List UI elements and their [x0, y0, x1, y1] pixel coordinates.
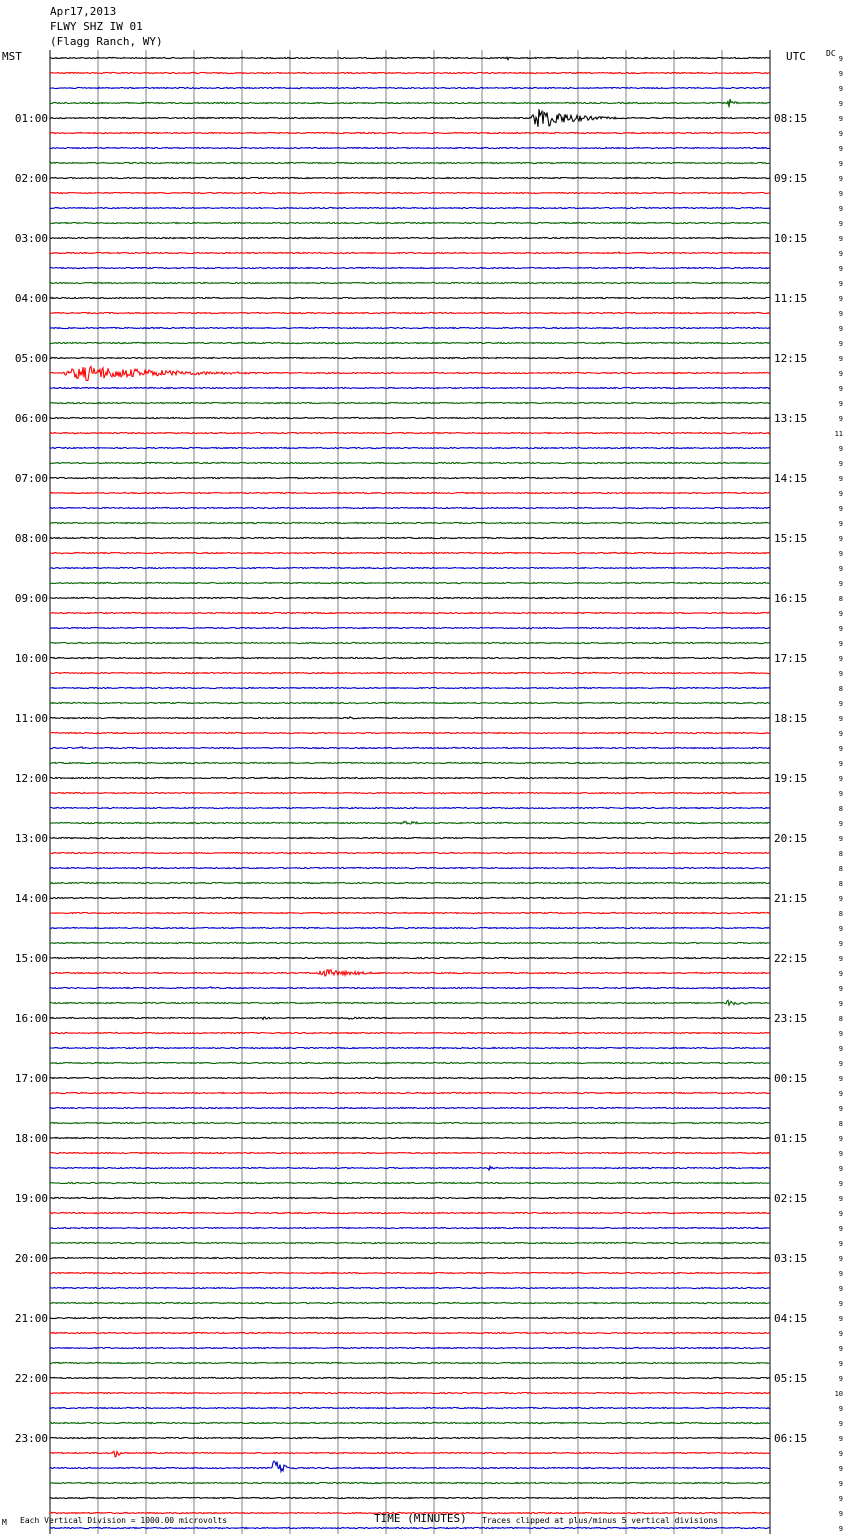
dc-offset-label: 9 [838, 145, 843, 153]
utc-hour-label: 20:15 [774, 832, 808, 845]
dc-offset-label: 9 [838, 835, 843, 843]
mst-hour-label: 02:00 [14, 172, 48, 185]
seismic-trace [50, 1451, 770, 1456]
dc-offset-label: 9 [838, 1345, 843, 1353]
seismic-trace [50, 1212, 770, 1213]
dc-offset-label: 9 [838, 310, 843, 318]
seismic-trace [50, 207, 770, 208]
seismic-trace [50, 357, 770, 358]
seismic-trace [50, 1017, 770, 1019]
dc-offset-label: 9 [838, 640, 843, 648]
dc-offset-label: 8 [838, 805, 843, 813]
seismic-trace [50, 882, 770, 883]
mst-hour-label: 06:00 [14, 412, 48, 425]
utc-hour-label: 05:15 [774, 1372, 808, 1385]
dc-offset-label: 9 [838, 1315, 843, 1323]
mst-hour-label: 03:00 [14, 232, 48, 245]
seismic-trace [50, 942, 770, 943]
seismic-trace [50, 1197, 770, 1198]
seismic-trace [50, 1482, 770, 1483]
seismic-trace [50, 1062, 770, 1063]
dc-offset-label: 9 [838, 1405, 843, 1413]
mst-hour-label: 10:00 [14, 652, 48, 665]
utc-hour-label: 21:15 [774, 892, 808, 905]
dc-offset-label: 9 [838, 1075, 843, 1083]
utc-hour-label: 19:15 [774, 772, 808, 785]
mst-hour-label: 12:00 [14, 772, 48, 785]
mst-hour-label: 23:00 [14, 1432, 48, 1445]
dc-offset-label: 10 [834, 1390, 843, 1398]
mst-hour-label: 04:00 [14, 292, 48, 305]
dc-offset-label: 9 [838, 700, 843, 708]
mst-hour-label: 18:00 [14, 1132, 48, 1145]
mst-hour-label: 09:00 [14, 592, 48, 605]
seismic-trace [50, 1302, 770, 1303]
utc-hour-label: 06:15 [774, 1432, 808, 1445]
seismic-trace [50, 672, 770, 673]
seismic-trace [50, 387, 770, 388]
mst-hour-label: 17:00 [14, 1072, 48, 1085]
utc-hour-label: 15:15 [774, 532, 808, 545]
utc-hour-label: 22:15 [774, 952, 808, 965]
utc-hour-label: 16:15 [774, 592, 808, 605]
scale-note: Each Vertical Division = 1000.00 microvolts [20, 1516, 228, 1525]
utc-hour-label: 01:15 [774, 1132, 808, 1145]
dc-offset-label: 9 [838, 70, 843, 78]
dc-offset-label: 9 [838, 205, 843, 213]
seismic-trace [50, 57, 770, 59]
seismic-trace [50, 897, 770, 898]
seismic-trace [50, 522, 770, 523]
dc-offset-label: 9 [838, 130, 843, 138]
dc-offset-label: 9 [838, 265, 843, 273]
header-date: Apr17,2013 [50, 5, 117, 18]
dc-offset-label: 9 [838, 760, 843, 768]
dc-offset-label: 9 [838, 775, 843, 783]
mst-hour-label: 01:00 [14, 112, 48, 125]
seismic-trace [50, 402, 770, 403]
mst-hour-label: 15:00 [14, 952, 48, 965]
seismic-trace [50, 1107, 770, 1108]
dc-offset-label: 9 [838, 715, 843, 723]
dc-offset-label: 8 [838, 910, 843, 918]
mst-hour-label: 11:00 [14, 712, 48, 725]
left-timezone-label: MST [2, 50, 22, 63]
dc-offset-label: 9 [838, 505, 843, 513]
seismic-trace [50, 957, 770, 958]
dc-offset-label: 9 [838, 175, 843, 183]
dc-offset-label: 9 [838, 970, 843, 978]
dc-offset-label: 8 [838, 865, 843, 873]
seismic-trace [50, 132, 770, 133]
seismic-trace [50, 366, 770, 380]
seismic-trace [50, 821, 770, 824]
header-station: FLWY SHZ IW 01 [50, 20, 143, 33]
seismic-trace [50, 537, 770, 538]
seismic-trace [50, 612, 770, 613]
seismic-trace [50, 792, 770, 793]
dc-offset-label: 9 [838, 1510, 843, 1518]
utc-hour-label: 12:15 [774, 352, 808, 365]
dc-offset-label: 9 [838, 295, 843, 303]
seismic-trace [50, 447, 770, 448]
dc-offset-label: 9 [838, 565, 843, 573]
seismic-trace [50, 1227, 770, 1228]
dc-offset-label: 9 [838, 655, 843, 663]
seismic-trace [50, 99, 770, 107]
dc-offset-label: 9 [838, 1135, 843, 1143]
dc-offset-label: 9 [838, 190, 843, 198]
seismic-trace [50, 327, 770, 328]
dc-offset-label: 9 [838, 1105, 843, 1113]
utc-hour-label: 08:15 [774, 112, 808, 125]
seismic-trace [50, 567, 770, 568]
seismic-trace [50, 1461, 770, 1471]
dc-offset-label: 9 [838, 1060, 843, 1068]
dc-offset-label: 9 [838, 1195, 843, 1203]
seismic-trace [50, 109, 770, 127]
dc-offset-label: 11 [834, 430, 843, 438]
dc-offset-label: 9 [838, 1435, 843, 1443]
dc-offset-label: 9 [838, 940, 843, 948]
dc-offset-label: 9 [838, 115, 843, 123]
dc-offset-label: 9 [838, 955, 843, 963]
seismic-trace [50, 1317, 770, 1318]
dc-offset-label: 9 [838, 85, 843, 93]
dc-offset-label: 9 [838, 370, 843, 378]
utc-hour-label: 02:15 [774, 1192, 808, 1205]
dc-offset-label: 9 [838, 1150, 843, 1158]
dc-offset-label: 9 [838, 385, 843, 393]
seismic-trace [50, 1182, 770, 1183]
seismic-trace [50, 1242, 770, 1243]
utc-hour-label: 03:15 [774, 1252, 808, 1265]
dc-offset-label: 9 [838, 1480, 843, 1488]
utc-hour-label: 04:15 [774, 1312, 808, 1325]
dc-offset-label: 9 [838, 550, 843, 558]
dc-offset-label: 9 [838, 670, 843, 678]
seismic-trace [50, 1407, 770, 1408]
seismic-trace [50, 1122, 770, 1123]
utc-hour-label: 10:15 [774, 232, 808, 245]
seismic-trace [50, 777, 770, 778]
dc-offset-label: 9 [838, 325, 843, 333]
seismic-trace [50, 702, 770, 703]
dc-offset-label: 9 [838, 1180, 843, 1188]
dc-offset-label: 9 [838, 895, 843, 903]
dc-offset-label: 9 [838, 250, 843, 258]
seismic-trace [50, 807, 770, 808]
seismic-trace [50, 72, 770, 73]
seismic-trace [50, 432, 770, 433]
dc-offset-label: 9 [838, 100, 843, 108]
dc-offset-label: 9 [838, 625, 843, 633]
x-axis-title: TIME (MINUTES) [374, 1512, 467, 1525]
seismic-trace [50, 597, 770, 598]
dc-offset-label: 9 [838, 1270, 843, 1278]
seismic-trace [50, 492, 770, 493]
right-timezone-label: UTC [786, 50, 806, 63]
dc-offset-label: 9 [838, 1225, 843, 1233]
seismic-trace [50, 627, 770, 629]
seismic-trace [50, 1166, 770, 1170]
dc-offset-label: 9 [838, 520, 843, 528]
dc-offset-label: 9 [838, 1420, 843, 1428]
seismic-trace [50, 1137, 770, 1138]
mst-hour-label: 22:00 [14, 1372, 48, 1385]
seismic-trace [50, 297, 770, 298]
dc-offset-label: 9 [838, 745, 843, 753]
seismic-trace [50, 1392, 770, 1393]
seismic-trace [50, 1332, 770, 1333]
dc-offset-label: 9 [838, 55, 843, 63]
dc-offset-label: 9 [838, 415, 843, 423]
seismic-trace [50, 852, 770, 853]
dc-offset-label: 9 [838, 1450, 843, 1458]
corner-mark: M [2, 1518, 7, 1527]
utc-hour-label: 13:15 [774, 412, 808, 425]
seismic-trace [50, 1347, 770, 1348]
dc-offset-label: 9 [838, 1525, 843, 1533]
dc-offset-label: 9 [838, 355, 843, 363]
seismic-trace [50, 1527, 770, 1528]
dc-label: DC [826, 49, 836, 58]
seismic-trace [50, 267, 770, 268]
dc-offset-label: 9 [838, 1285, 843, 1293]
seismic-trace [50, 1047, 770, 1048]
seismic-trace [50, 717, 770, 719]
seismic-trace [50, 1257, 770, 1258]
dc-offset-label: 9 [838, 1210, 843, 1218]
seismic-trace [50, 342, 770, 343]
seismic-trace [50, 912, 770, 913]
dc-offset-label: 9 [838, 1165, 843, 1173]
seismic-trace [50, 1272, 770, 1273]
seismic-trace [50, 1287, 770, 1288]
dc-offset-label: 9 [838, 730, 843, 738]
seismic-trace [50, 1152, 770, 1153]
dc-offset-label: 8 [838, 595, 843, 603]
seismic-trace [50, 582, 770, 583]
seismic-trace [50, 477, 770, 478]
seismic-trace [50, 837, 770, 838]
dc-offset-label: 9 [838, 820, 843, 828]
seismic-trace [50, 87, 770, 88]
dc-offset-label: 9 [838, 445, 843, 453]
seismic-trace [50, 147, 770, 148]
seismic-trace [50, 642, 770, 643]
dc-offset-label: 8 [838, 1120, 843, 1128]
dc-offset-label: 9 [838, 790, 843, 798]
mst-hour-label: 19:00 [14, 1192, 48, 1205]
dc-offset-label: 9 [838, 610, 843, 618]
dc-offset-label: 9 [838, 1330, 843, 1338]
header-location: (Flagg Ranch, WY) [50, 35, 163, 48]
seismic-trace [50, 237, 770, 238]
utc-hour-label: 18:15 [774, 712, 808, 725]
seismic-trace [50, 192, 770, 193]
dc-offset-label: 9 [838, 1030, 843, 1038]
seismic-trace [50, 970, 770, 976]
mst-hour-label: 13:00 [14, 832, 48, 845]
clip-note: Traces clipped at plus/minus 5 vertical divisions [482, 1516, 719, 1525]
seismic-trace [50, 657, 770, 658]
seismic-trace [50, 282, 770, 283]
mst-hour-label: 08:00 [14, 532, 48, 545]
dc-offset-label: 8 [838, 850, 843, 858]
dc-offset-label: 9 [838, 580, 843, 588]
dc-offset-label: 9 [838, 1300, 843, 1308]
dc-offset-label: 9 [838, 1045, 843, 1053]
dc-offset-label: 9 [838, 1495, 843, 1503]
seismic-trace [50, 1092, 770, 1093]
mst-hour-label: 21:00 [14, 1312, 48, 1325]
dc-offset-label: 9 [838, 340, 843, 348]
seismic-trace [50, 732, 770, 733]
seismic-trace [50, 1437, 770, 1438]
seismic-trace [50, 417, 770, 418]
utc-hour-label: 09:15 [774, 172, 808, 185]
seismic-trace [50, 927, 770, 928]
seismic-trace [50, 687, 770, 688]
seismic-trace [50, 747, 770, 749]
utc-hour-label: 11:15 [774, 292, 808, 305]
seismic-trace [50, 762, 770, 763]
dc-offset-label: 9 [838, 1240, 843, 1248]
seismic-trace [50, 1077, 770, 1078]
utc-hour-label: 00:15 [774, 1072, 808, 1085]
utc-hour-label: 17:15 [774, 652, 808, 665]
dc-offset-label: 9 [838, 925, 843, 933]
dc-offset-label: 9 [838, 1000, 843, 1008]
utc-hour-label: 14:15 [774, 472, 808, 485]
dc-offset-label: 9 [838, 1360, 843, 1368]
seismic-trace [50, 1362, 770, 1363]
dc-offset-label: 9 [838, 280, 843, 288]
dc-offset-label: 9 [838, 400, 843, 408]
seismic-trace [50, 1377, 770, 1378]
seismic-trace [50, 1497, 770, 1498]
mst-hour-label: 14:00 [14, 892, 48, 905]
dc-offset-label: 9 [838, 1090, 843, 1098]
seismic-trace [50, 987, 770, 989]
seismic-trace [50, 462, 770, 463]
seismic-trace [50, 1000, 770, 1005]
seismic-trace [50, 222, 770, 223]
mst-hour-label: 07:00 [14, 472, 48, 485]
dc-offset-label: 9 [838, 220, 843, 228]
utc-hour-label: 23:15 [774, 1012, 808, 1025]
seismic-trace [50, 867, 770, 868]
dc-offset-label: 9 [838, 490, 843, 498]
dc-offset-label: 8 [838, 880, 843, 888]
dc-offset-label: 9 [838, 1465, 843, 1473]
dc-offset-label: 9 [838, 160, 843, 168]
seismic-trace [50, 312, 770, 313]
seismic-trace [50, 1032, 770, 1033]
dc-offset-label: 9 [838, 475, 843, 483]
dc-offset-label: 9 [838, 460, 843, 468]
seismic-trace [50, 507, 770, 508]
dc-offset-label: 8 [838, 685, 843, 693]
seismic-trace [50, 1422, 770, 1423]
dc-offset-label: 9 [838, 535, 843, 543]
dc-offset-label: 9 [838, 235, 843, 243]
seismic-trace [50, 162, 770, 163]
dc-offset-label: 8 [838, 1015, 843, 1023]
seismic-trace [50, 252, 770, 254]
mst-hour-label: 20:00 [14, 1252, 48, 1265]
dc-offset-label: 9 [838, 985, 843, 993]
seismic-trace [50, 552, 770, 553]
seismic-trace [50, 177, 770, 178]
dc-offset-label: 9 [838, 1375, 843, 1383]
mst-hour-label: 16:00 [14, 1012, 48, 1025]
dc-offset-label: 9 [838, 1255, 843, 1263]
mst-hour-label: 05:00 [14, 352, 48, 365]
